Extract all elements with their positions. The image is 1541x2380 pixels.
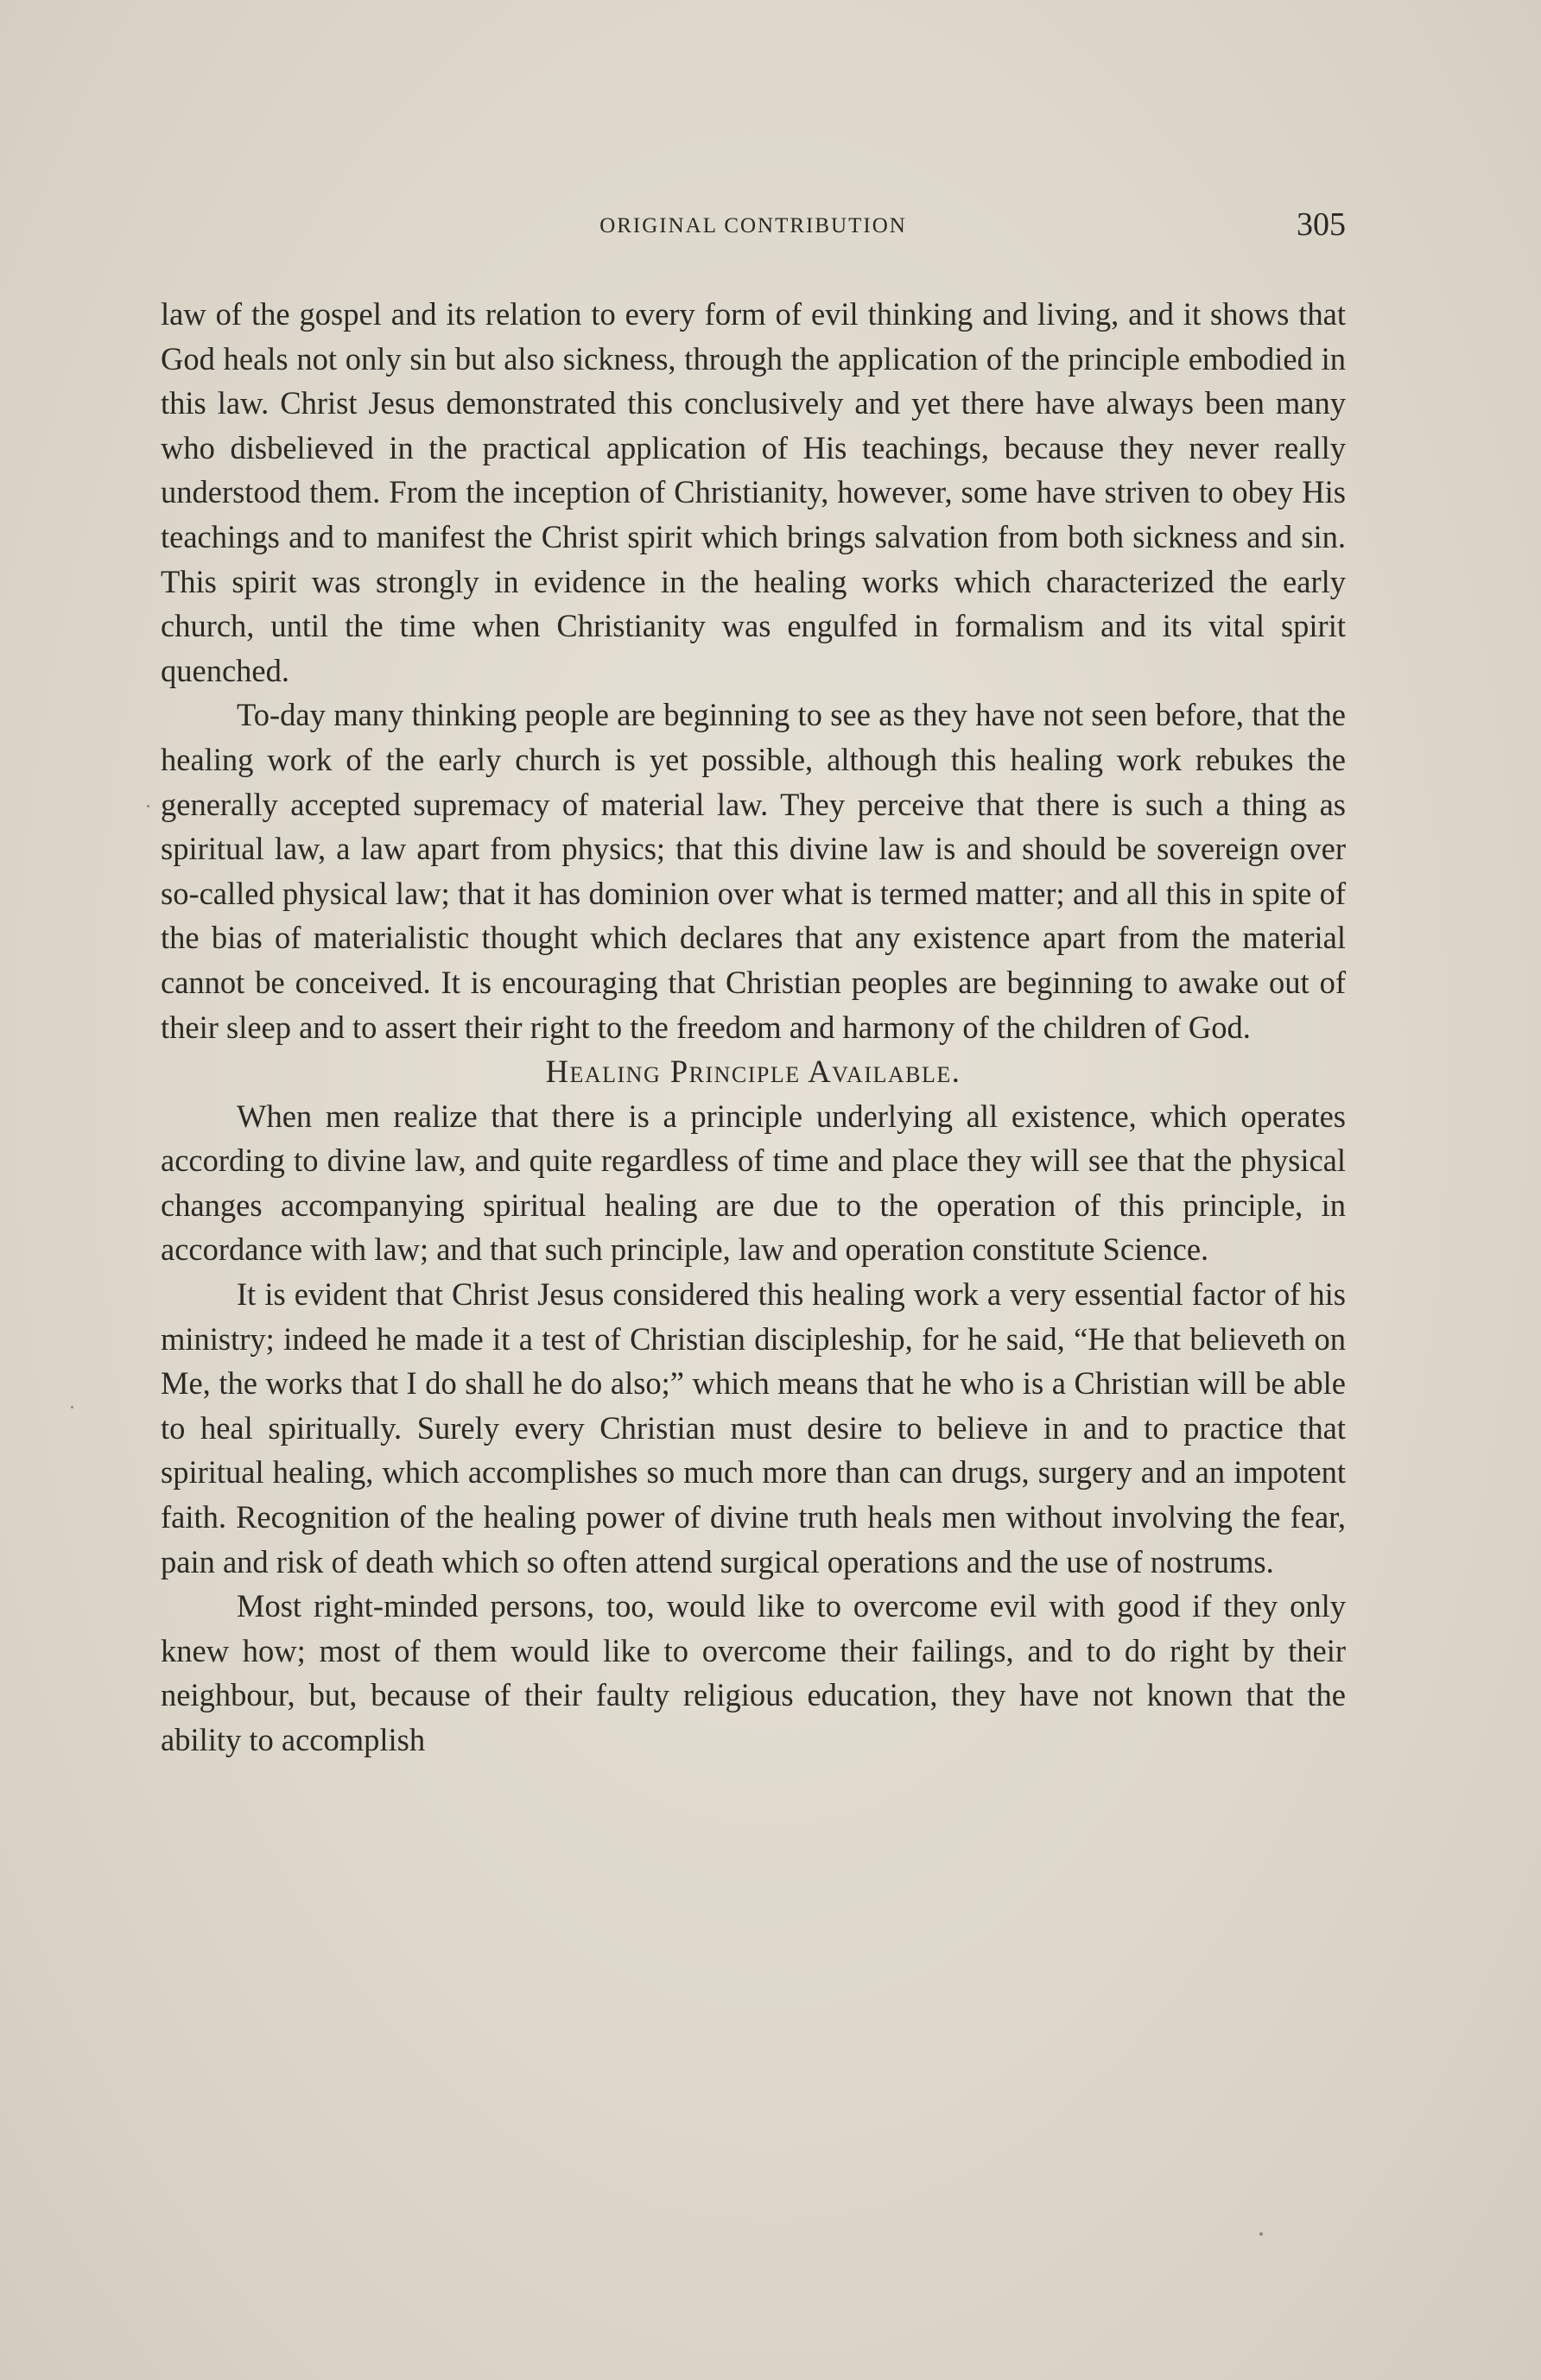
paper-speck [71,1406,73,1408]
paragraph-principle: When men realize that there is a principle underlying all existence, which operates according to divine law, and quite regardless of time and place they will see that the physical changes accompanying spiritual healing are due to the operation of this principle, in accordance with law; and that such principle, law and operation constitute Science. [161,1098,1346,1268]
paragraph-today: To-day many thinking people are beginning to see as they have not seen before, that the healing work of the early church is yet possible, although this healing work rebukes the generally accepted supremacy of material law. They perceive that there is such a thing as spiritual law, a law apart from physics; that this divine law is and should be sovereign over so-called physical law; that it has dominion over what is termed matter; and all this in spite of the bias of materialistic thought which declares that any existence apart from the material cannot be conceived. It is encouraging that Christian peoples are beginning to awake out of their sleep and to assert their right to the freedom and harmony of the children of God. [161,697,1346,1045]
section-heading: Healing Principle Available. [545,1054,961,1090]
paper-speck [1259,2232,1263,2236]
running-head: ORIGINAL CONTRIBUTION [599,214,907,237]
paper-speck [147,805,149,807]
page-number: 305 [1297,206,1346,243]
paragraph-ministry: It is evident that Christ Jesus considered this healing work a very essential factor of his ministry; indeed he made it a test of Christian discipleship, for he said, “He that believeth on Me, the works that I do shall he do also;” which means that he who is a Christian will be able to heal spiritually. Surely every Christian must desire to believe in and to practice that spiritual healing, which accomplishes so much more than can drugs, surgery and an impotent faith. Recognition of the healing power of divine truth heals men without involving the fear, pain and risk of death which so often attend surgical operations and the use of nostrums. [161,1276,1346,1579]
page-header [161,206,1346,249]
article-body [161,292,1346,1763]
paragraph-right-minded: Most right-minded persons, too, would like to overcome evil with good if they only knew how; most of them would like to overcome their failings, and to do right by their neighbour, but, because of their faulty religious education, they have not known that the ability to accomplish [161,1588,1346,1757]
paragraph-continued: law of the gospel and its relation to every form of evil thinking and living, and it shows that God heals not only sin but also sickness, through the application of the principle embodied in this law. Christ Jesus demonstrated this conclusively and yet there have always been many who disbelieved in the practical application of His teachings, because they never really understood them. From the inception of Christianity, however, some have striven to obey His teachings and to manifest the Christ spirit which brings salvation from both sickness and sin. This spirit was strongly in evidence in the healing works which characterized the early church, until the time when Christianity was engulfed in formalism and its vital spirit quenched. [161,296,1346,688]
